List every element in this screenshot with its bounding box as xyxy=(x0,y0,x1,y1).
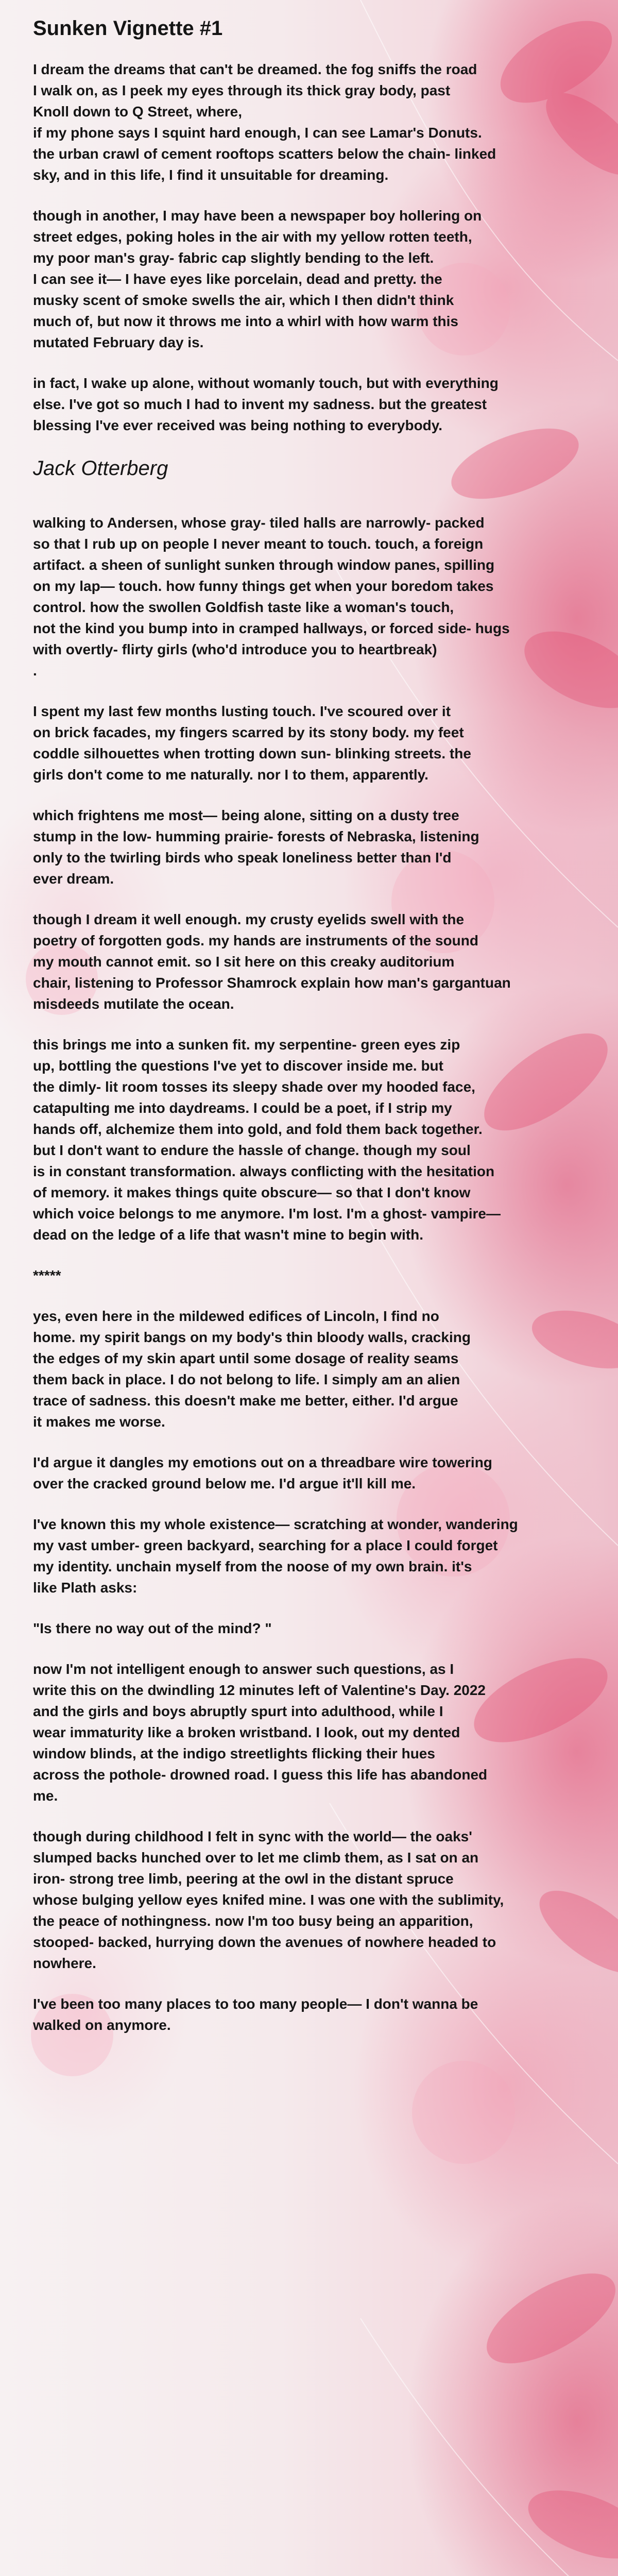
poem-section-1 xyxy=(33,59,599,436)
stanza: which frightens me most— being alone, sitting on a dusty tree stump in the low- humming prairie- forests of Nebraska, listening only to the twirling birds who speak loneliness better than I'd ever dream. xyxy=(33,807,479,887)
poem-section-3 xyxy=(33,1306,599,2036)
stanza: yes, even here in the mildewed edifices of Lincoln, I find no home. my spirit bangs on my body's thin bloody walls, cracking the edges of my skin apart until some dosage of reality seams them back in place. I do not belong to life. I simply am an alien trace of sadness. this doesn't make me better, either. I'd argue it makes me worse. xyxy=(33,1308,471,1430)
stanza: I've been too many places to too many people— I don't wanna be walked on anymore. xyxy=(33,1996,478,2033)
stanza: in fact, I wake up alone, without womanly touch, but with everything else. I've got so much I had to invent my sadness. but the greatest blessing I've ever received was being nothing to everybody. xyxy=(33,375,499,433)
stanza: though I dream it well enough. my crusty eyelids swell with the poetry of forgotten gods. my hands are instruments of the sound my mouth cannot emit. so I sit here on this creaky auditorium chair, listening to Professor Shamrock explain how man's gargantuan misdeeds mutilate the ocean. xyxy=(33,911,511,1012)
stanza: now I'm not intelligent enough to answer such questions, as I write this on the dwindling 12 minutes left of Valentine's Day. 2022 and the girls and boys abruptly spurt into adulthood, while I wear immaturity like a broken wristband. I look, out my dented window blinds, at the indigo streetlights flicking their hues across the pothole- drowned road. I guess this life has abandoned me. xyxy=(33,1661,488,1804)
stanza: though in another, I may have been a newspaper boy hollering on street edges, poking holes in the air with my yellow rotten teeth, my poor man's gray- fabric cap slightly bending to the left. I can see it— I have eyes like porcelain, dead and pretty. the musky scent of smoke swells the air, which I then didn't think much of, but now it throws me into a whirl with how warm this mutated February day is. xyxy=(33,208,482,350)
poem-page xyxy=(33,15,599,2055)
section-divider: ***** xyxy=(33,1267,61,1283)
stanza: though during childhood I felt in sync with the world— the oaks' slumped backs hunched over to let me climb them, as I sat on an iron- strong tree limb, peering at the owl in the distant spruce whose bulging yellow eyes knifed mine. I was one with the sublimity, the peace of nothingness. now I'm too busy being an apparition, stooped- backed, hurrying down the avenues of nowhere headed to nowhere. xyxy=(33,1828,504,1971)
stanza: I've known this my whole existence— scratching at wonder, wandering my vast umber- green backyard, searching for a place I could forget my identity. unchain myself from the noose of my own brain. it's like Plath asks: xyxy=(33,1516,518,1596)
poem-title: Sunken Vignette #1 xyxy=(33,17,223,40)
stanza: walking to Andersen, whose gray- tiled halls are narrowly- packed so that I rub up on people I never meant to touch. touch, a foreign artifact. a sheen of sunlight sunken through window panes, spilling on my lap— touch. how funny things get when your boredom takes control. how the swollen Goldfish taste like a woman's touch, not the kind you bump into in cramped hallways, or forced side- hugs with overtly- flirty girls (who'd introduce you to heartbreak) . xyxy=(33,515,510,679)
stanza: I spent my last few months lusting touch. I've scoured over it on brick facades, my fingers scarred by its stony body. my feet coddle silhouettes when trotting down sun- blinking streets. the girls don't come to me naturally. nor I to them, apparently. xyxy=(33,703,471,783)
quote: "Is there no way out of the mind? " xyxy=(33,1620,272,1636)
author-name: Jack Otterberg xyxy=(33,457,168,480)
poem-section-2 xyxy=(33,512,599,1245)
stanza: I'd argue it dangles my emotions out on a threadbare wire towering over the cracked ground below me. I'd argue it'll kill me. xyxy=(33,1454,492,1492)
stanza: this brings me into a sunken fit. my serpentine- green eyes zip up, bottling the questions I've yet to discover inside me. but the dimly- lit room tosses its sleepy shade over my hooded face, catapulting me into daydreams. I could be a poet, if I strip my hands off, alchemize them into gold, and fold them back together. but I don't want to endure the hassle of change. though my soul is in constant transformation. always conflicting with the hesitation of memory. it makes things quite obscure— so that I don't know which voice belongs to me anymore. I'm lost. I'm a ghost- vampire— dead on the ledge of a life that wasn't mine to begin with. xyxy=(33,1037,501,1243)
stanza: I dream the dreams that can't be dreamed. the fog sniffs the road I walk on, as I peek my eyes through its thick gray body, past Knoll down to Q Street, where, if my phone says I squint hard enough, I can see Lamar's Donuts. the urban crawl of cement rooftops scatters below the chain- linked sky, and in this life, I find it unsuitable for dreaming. xyxy=(33,61,496,183)
